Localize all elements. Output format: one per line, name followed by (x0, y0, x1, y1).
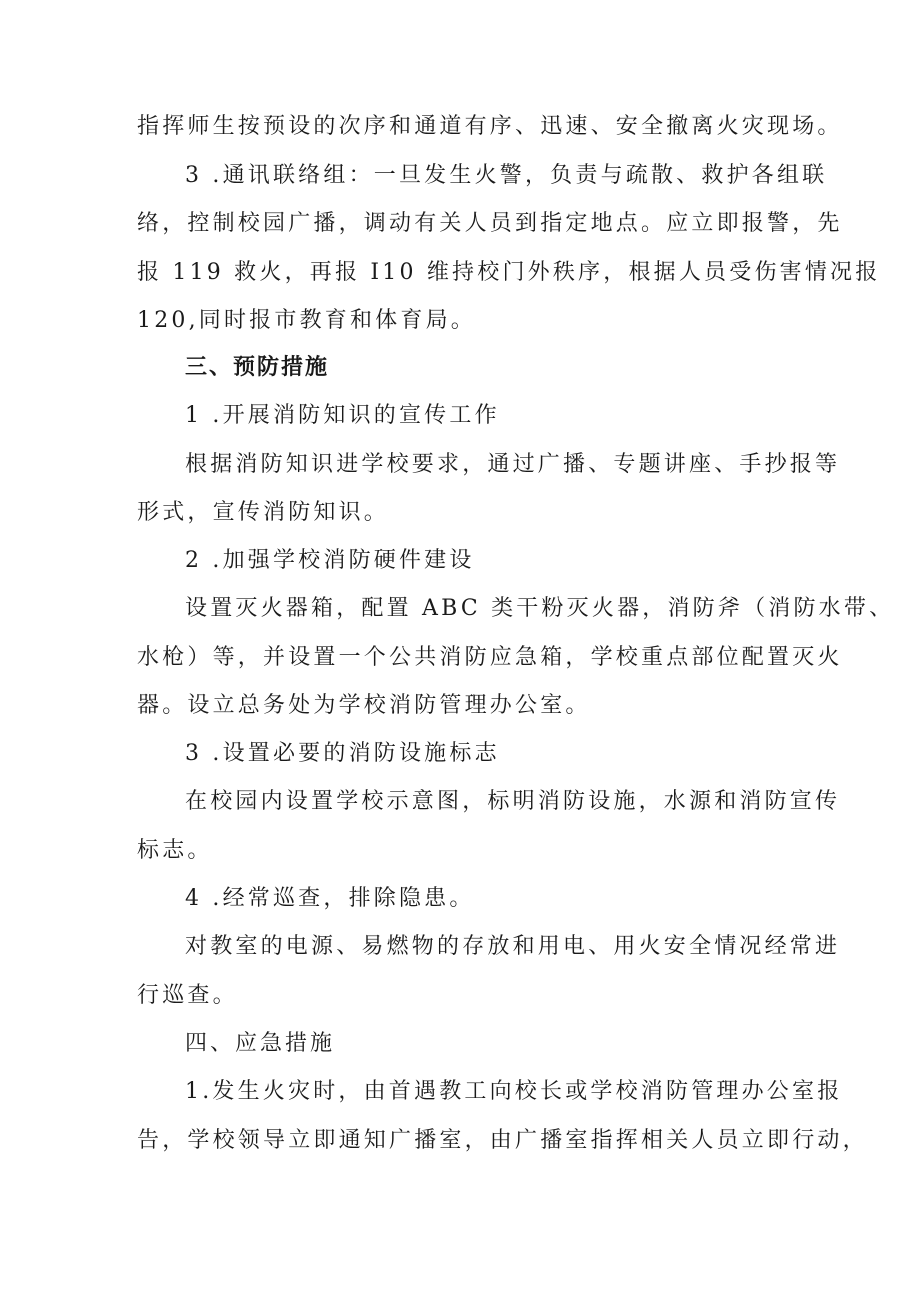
paragraph-line: 水枪）等，并设置一个公共消防应急箱，学校重点部位配置灭火 (137, 645, 843, 670)
paragraph-line: 指挥师生按预设的次序和通道有序、迅速、安全撤离火灾现场。 (137, 114, 843, 139)
paragraph-line: 告，学校领导立即通知广播室，由广播室指挥相关人员立即行动， (137, 1128, 868, 1153)
paragraph-line: 形式，宣传消防知识。 (137, 500, 390, 525)
paragraph-line: 3 .通讯联络组：一旦发生火警，负责与疏散、救护各组联 (185, 163, 828, 188)
paragraph-line: 报 119 救火，再报 I10 维持校门外秩序，根据人员受伤害情况报 (137, 260, 881, 285)
paragraph-line: 1.发生火灾时，由首遇教工向校长或学校消防管理办公室报 (185, 1079, 843, 1104)
subsection-heading: 1 .开展消防知识的宣传工作 (185, 403, 500, 428)
paragraph-line: 根据消防知识进学校要求，通过广播、专题讲座、手抄报等 (185, 452, 841, 477)
paragraph-line: 器。设立总务处为学校消防管理办公室。 (137, 693, 591, 718)
subsection-heading: 4 .经常巡查，排除隐患。 (185, 886, 475, 911)
subsection-heading: 2 .加强学校消防硬件建设 (185, 548, 475, 573)
paragraph-line: 设置灭火器箱，配置 ABC 类干粉灭火器，消防斧（消防水带、 (185, 596, 895, 621)
subsection-heading: 3 .设置必要的消防设施标志 (185, 741, 500, 766)
paragraph-line: 在校园内设置学校示意图，标明消防设施，水源和消防宣传 (185, 789, 841, 814)
section-heading: 四、应急措施 (185, 1031, 336, 1056)
section-heading: 三、预防措施 (185, 355, 330, 380)
paragraph-line: 络，控制校园广播，调动有关人员到指定地点。应立即报警，先 (137, 211, 843, 236)
paragraph-line: 120,同时报市教育和体育局。 (137, 308, 476, 333)
paragraph-line: 行巡查。 (137, 983, 238, 1008)
paragraph-line: 对教室的电源、易燃物的存放和用电、用火安全情况经常进 (185, 934, 841, 959)
paragraph-line: 标志。 (137, 838, 213, 863)
